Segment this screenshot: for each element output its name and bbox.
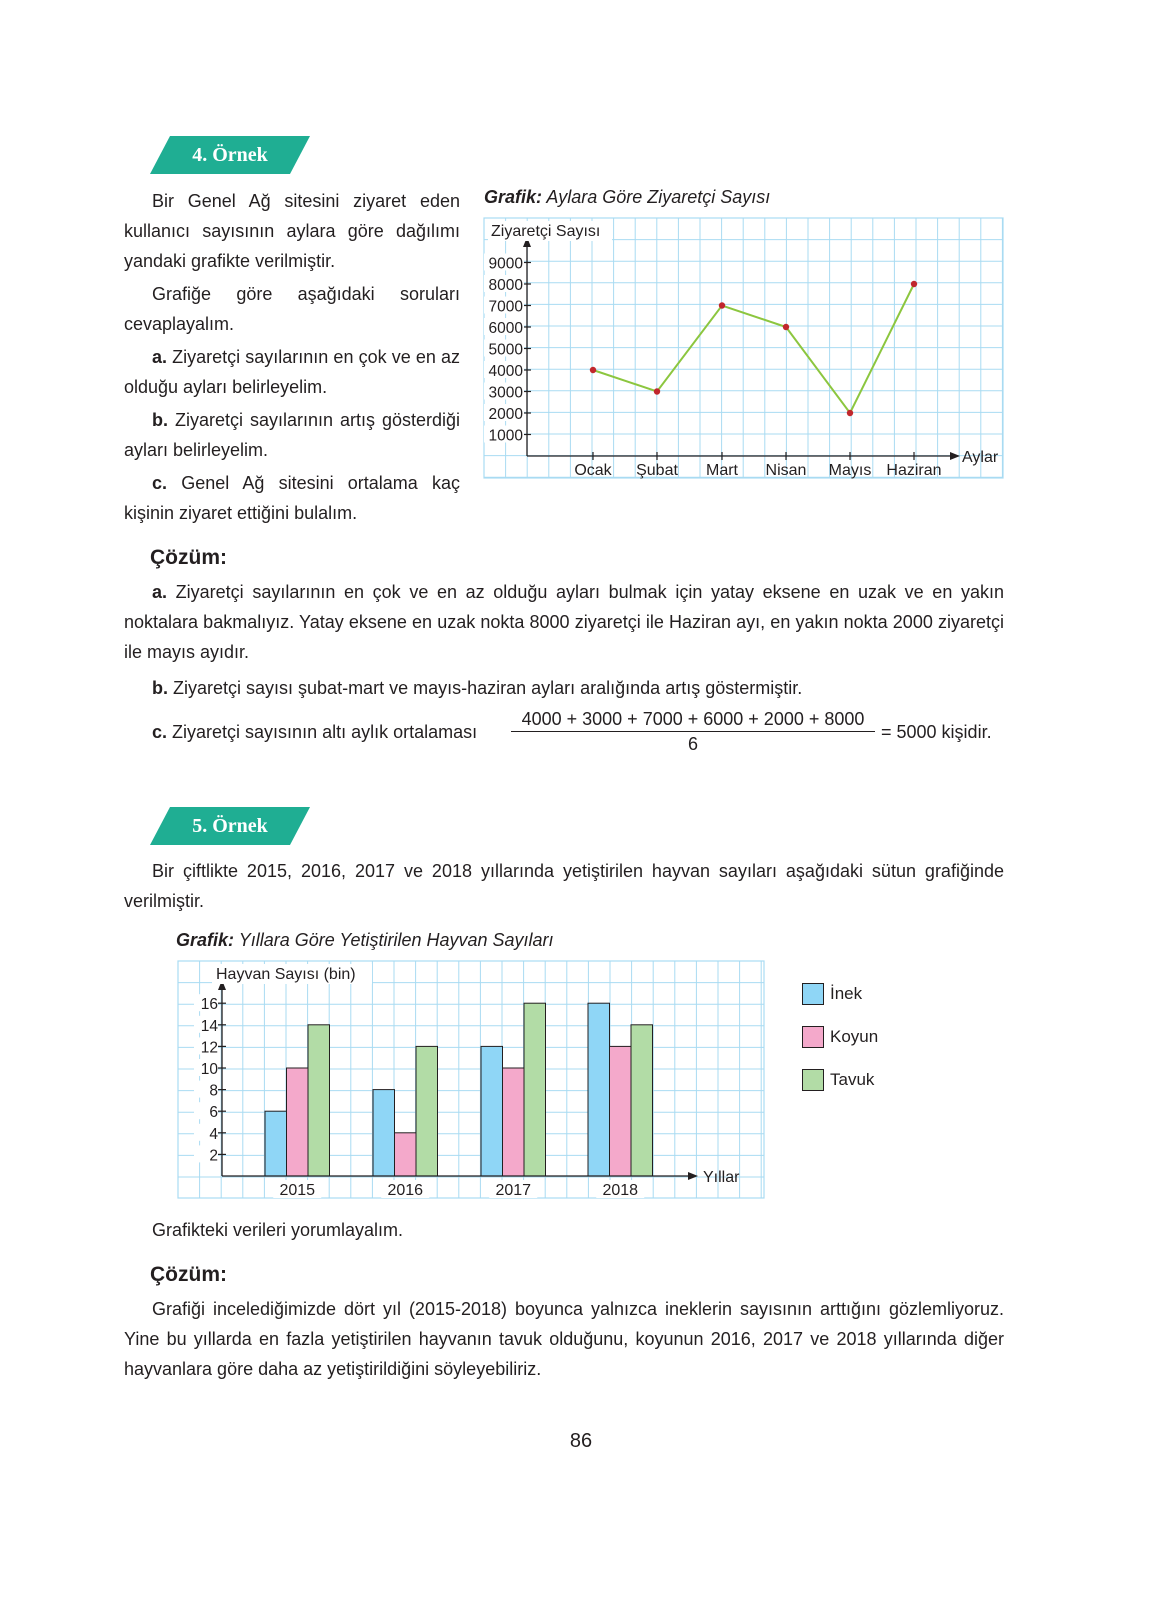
example-5-intro-text: Bir çiftlikte 2015, 2016, 2017 ve 2018 yıllarında yetiştirilen hayvan sayıları aşağıdaki sütun grafiğinde verilmiştir. xyxy=(124,861,1004,911)
x-tick-label: 2016 xyxy=(387,1182,424,1199)
y-tick-label: 2 xyxy=(209,1147,218,1165)
bar xyxy=(395,1133,417,1176)
question-a-label: a. xyxy=(152,347,168,367)
legend-swatch-koyun xyxy=(802,1026,824,1048)
x-tick-label: 2018 xyxy=(602,1182,639,1199)
page-number: 86 xyxy=(569,1430,593,1452)
question-b-label: b. xyxy=(152,410,168,430)
solution-c-text: Ziyaretçi sayısının altı aylık ortalaması xyxy=(172,722,478,742)
bar xyxy=(610,1046,632,1176)
bar xyxy=(308,1025,330,1176)
y-tick-label: 12 xyxy=(200,1039,218,1057)
example-5-banner-label: 5. Örnek xyxy=(192,815,268,837)
x-axis-label: Aylar xyxy=(962,449,999,466)
y-tick-label: 8000 xyxy=(488,277,523,294)
x-tick-label: 2015 xyxy=(279,1182,316,1199)
x-tick-label: Haziran xyxy=(886,462,942,479)
graph-title-text: Yıllara Göre Yetiştirilen Hayvan Sayıları xyxy=(238,930,554,950)
question-b-text: Ziyaretçi sayılarının artış gösterdiği ayları belirleyelim. xyxy=(124,410,460,460)
solution-b-label: b. xyxy=(152,678,168,698)
question-c-text: Genel Ağ sitesini ortalama kaç kişinin ziyaret ettiğini bulalım. xyxy=(124,473,460,523)
graph-label: Grafik: xyxy=(176,930,235,950)
y-tick-label: 7000 xyxy=(488,298,523,316)
solution-a-label: a. xyxy=(152,582,168,602)
example-5-solution xyxy=(124,1294,1004,1384)
example-4-prompt: Grafiğe göre aşağıdaki soruları cevaplayalım. xyxy=(124,284,460,334)
legend-label-tavuk: Tavuk xyxy=(830,1070,875,1089)
example-5-comment: Grafikteki verileri yorumlayalım. xyxy=(152,1220,404,1240)
question-c-label: c. xyxy=(152,473,168,493)
x-tick-label: Nisan xyxy=(765,462,807,479)
y-axis-label: Ziyaretçi Sayısı xyxy=(491,223,601,240)
y-tick-label: 4 xyxy=(209,1125,218,1143)
x-tick-label: Şubat xyxy=(636,462,678,479)
y-tick-label: 1000 xyxy=(488,427,523,445)
x-tick-label: Ocak xyxy=(574,462,612,479)
y-tick-label: 6000 xyxy=(488,320,523,337)
bar xyxy=(524,1003,546,1176)
legend-swatch-inek xyxy=(802,983,824,1005)
legend-label-koyun: Koyun xyxy=(830,1027,879,1046)
bar xyxy=(588,1003,610,1176)
y-tick-label: 8 xyxy=(209,1082,218,1100)
legend-swatch-tavuk xyxy=(802,1069,824,1091)
y-tick-label: 9000 xyxy=(488,255,523,273)
fraction-result: = 5000 kişidir. xyxy=(881,722,992,742)
y-tick-label: 6 xyxy=(209,1104,218,1122)
fraction-denominator: 6 xyxy=(687,734,698,754)
x-tick-label: Mayıs xyxy=(828,462,872,479)
y-tick-label: 16 xyxy=(200,996,218,1014)
y-axis-label: Hayvan Sayısı (bin) xyxy=(216,966,356,983)
bar xyxy=(265,1111,287,1176)
x-axis-label: Yıllar xyxy=(703,1169,740,1186)
question-a-text: Ziyaretçi sayılarının en çok ve en az olduğu ayları belirleyelim. xyxy=(124,347,460,397)
solution-a-text: Ziyaretçi sayılarının en çok ve en az olduğu ayları bulmak için yatay eksene en uzak ve en yakın noktalara bakmalıyız. Yatay eksene en uzak nokta 8000 ziyaretçi ile Haziran ayı, en yakın nokta 2000 ziyaretçi ile mayıs ayıdır. xyxy=(124,582,1004,662)
bar xyxy=(373,1090,395,1176)
example-5-solution-text: Grafiği incelediğimizde dört yıl (2015-2018) boyunca yalnızca ineklerin sayısının arttığını gözlemliyoruz. Yine bu yıllarda en fazla yetiştirilen hayvanın tavuk olduğunu, koyunun 2016, 2017 ve 2018 yıllarında diğer hayvanlara göre daha az yetiştirildiğini söyleyebiliriz. xyxy=(124,1299,1004,1379)
bar xyxy=(416,1046,438,1176)
fraction-numerator: 4000 + 3000 + 7000 + 6000 + 2000 + 8000 xyxy=(521,709,865,729)
graph-label: Grafik: xyxy=(484,187,543,207)
bar xyxy=(287,1068,309,1176)
solution-b-text: Ziyaretçi sayısı şubat-mart ve mayıs-haziran ayları aralığında artış göstermiştir. xyxy=(173,678,803,698)
example-5-solution-title: Çözüm: xyxy=(150,1263,227,1286)
bar xyxy=(503,1068,525,1176)
example-4-solution-title: Çözüm: xyxy=(150,546,227,569)
y-tick-label: 3000 xyxy=(488,384,523,402)
x-tick-label: Mart xyxy=(706,462,738,479)
y-tick-label: 4000 xyxy=(488,363,523,380)
example-4-intro: Bir Genel Ağ sitesini ziyaret eden kullanıcı sayısının aylara göre dağılımı yandaki grafikte verilmiştir. xyxy=(124,191,460,271)
bar xyxy=(481,1046,503,1176)
y-tick-label: 10 xyxy=(200,1061,218,1078)
solution-c-label: c. xyxy=(152,722,168,742)
y-tick-label: 5000 xyxy=(488,341,523,359)
x-tick-label: 2017 xyxy=(495,1182,532,1199)
example-4-banner-label: 4. Örnek xyxy=(192,144,268,166)
y-tick-label: 2000 xyxy=(488,406,523,423)
legend-label-inek: İnek xyxy=(830,984,863,1003)
y-tick-label: 14 xyxy=(200,1017,218,1035)
graph-title-text: Aylara Göre Ziyaretçi Sayısı xyxy=(546,187,771,207)
bar xyxy=(631,1025,653,1176)
